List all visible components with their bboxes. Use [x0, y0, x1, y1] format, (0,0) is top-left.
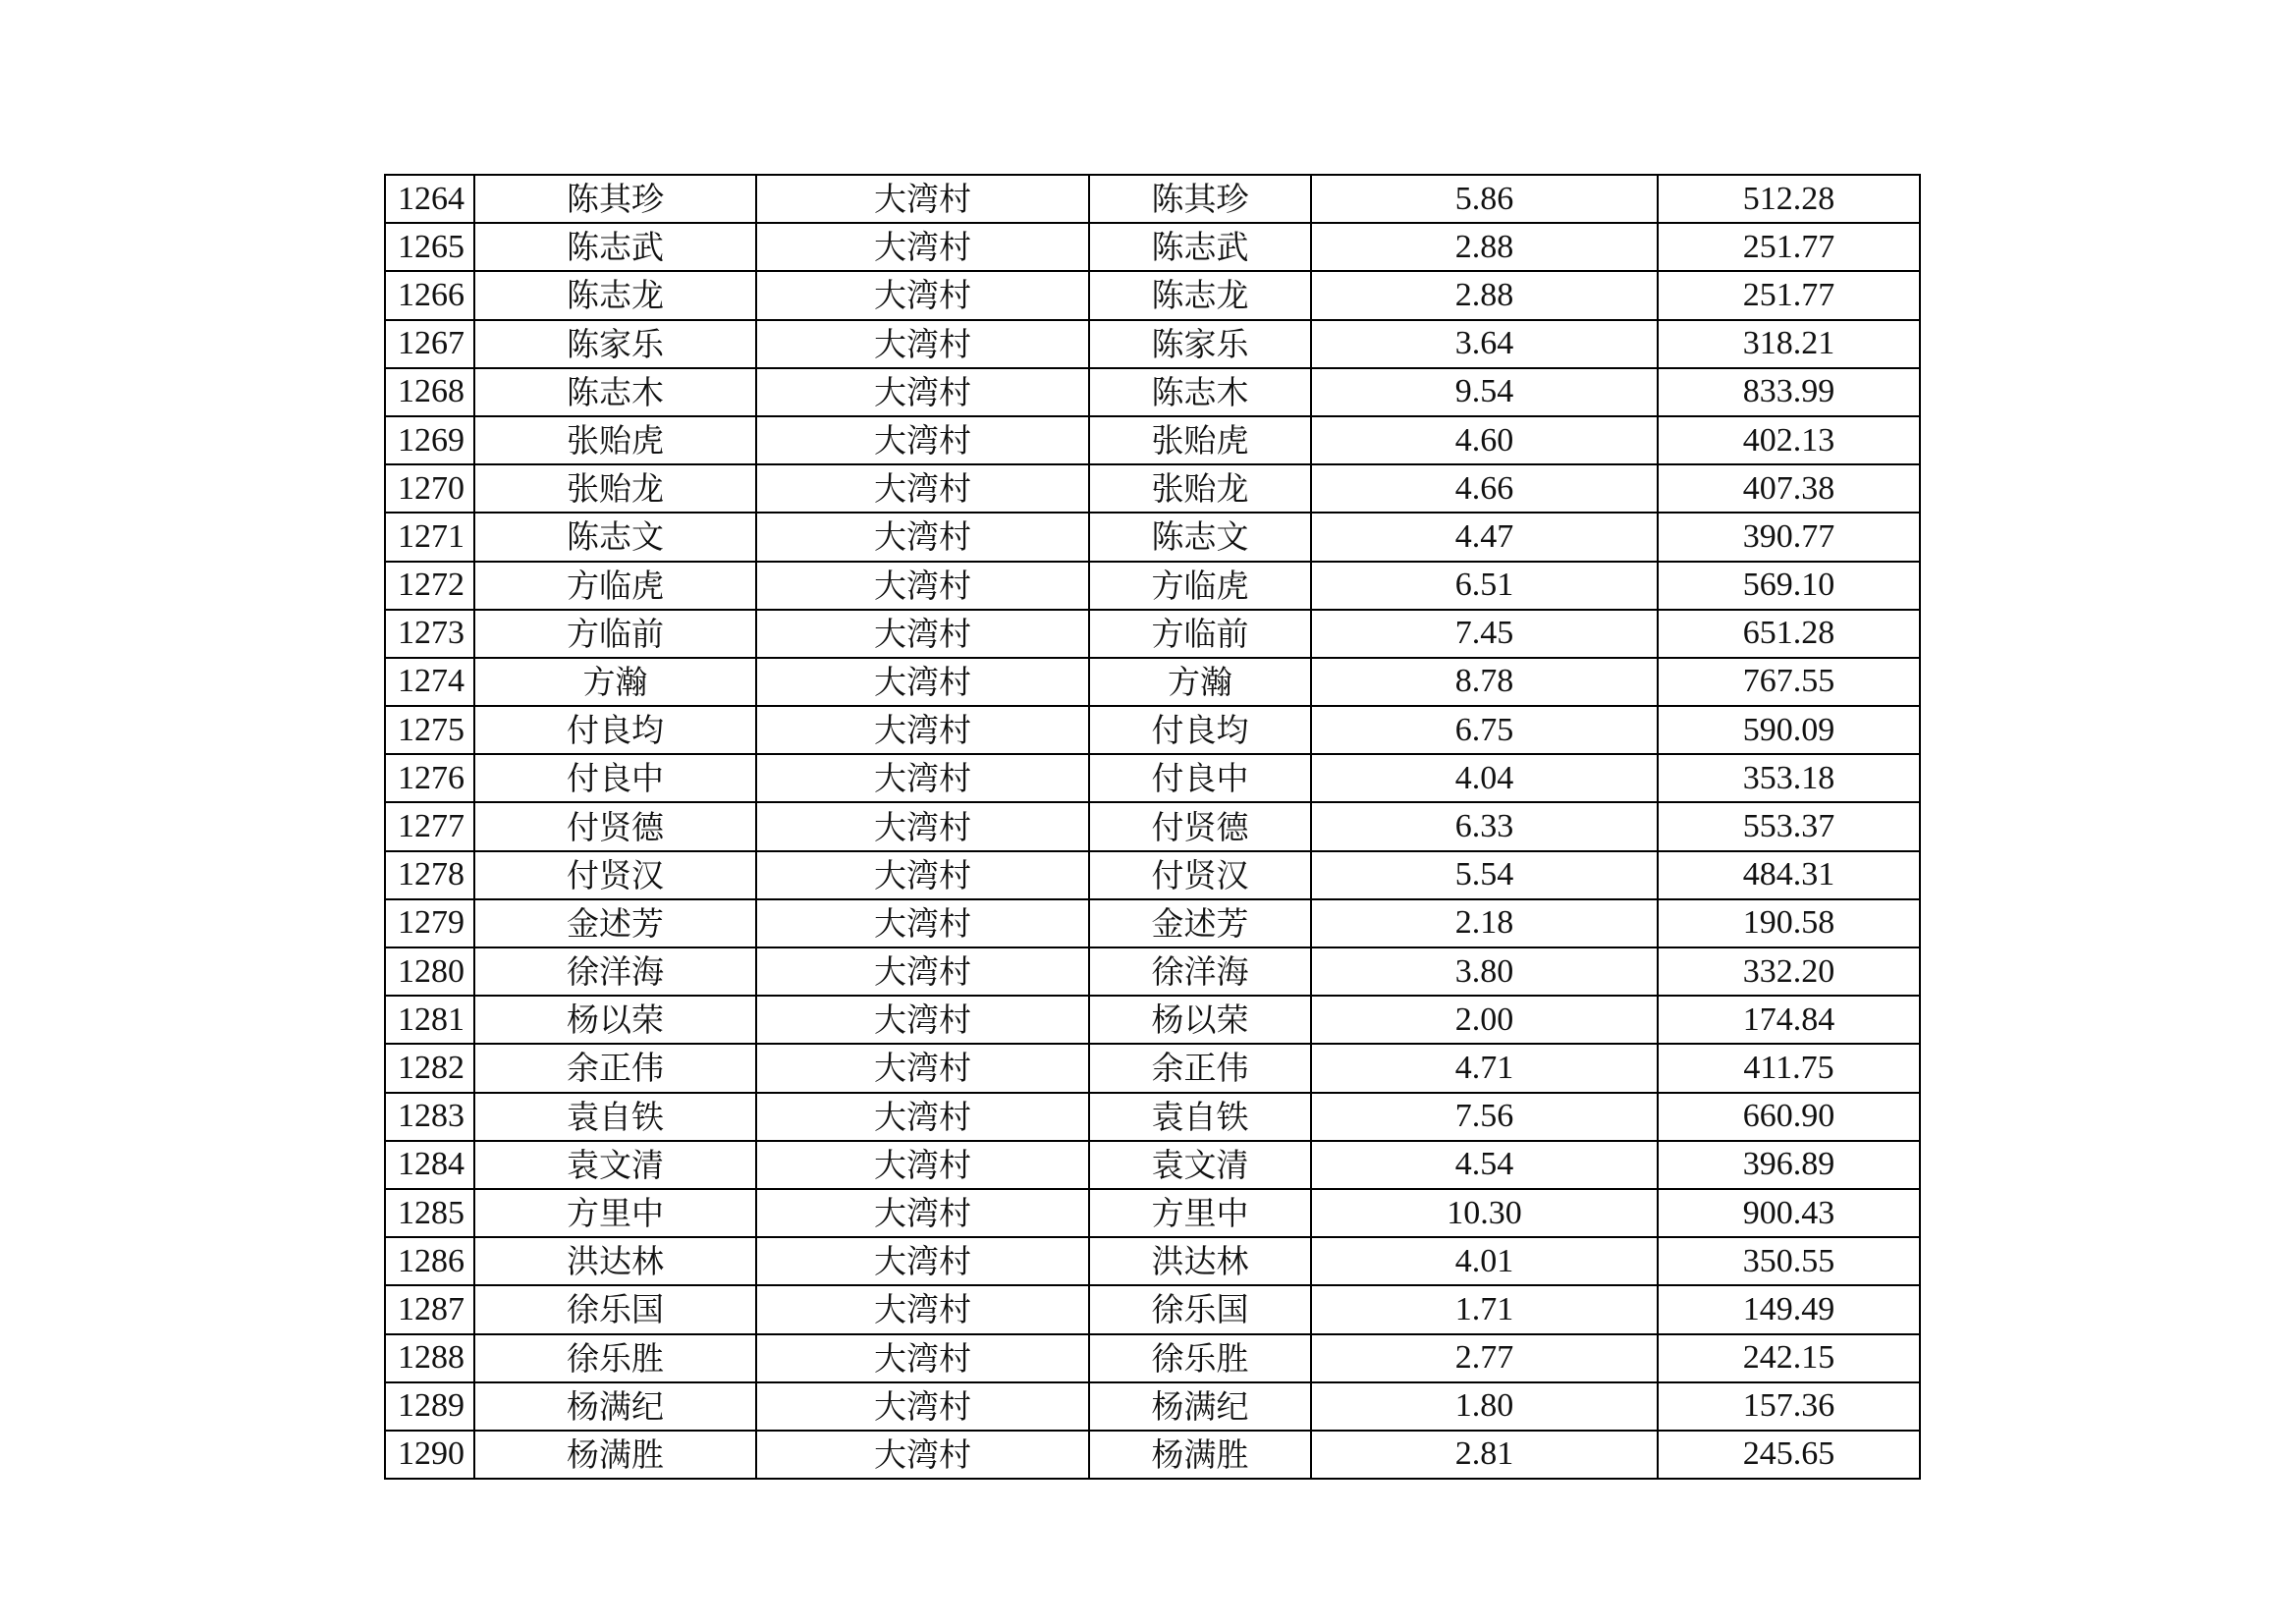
name-cell: 杨以荣 — [474, 996, 756, 1044]
payee-cell: 陈志武 — [1089, 223, 1311, 271]
payee-cell: 方临前 — [1089, 610, 1311, 658]
row-number-cell: 1273 — [385, 610, 474, 658]
name-cell: 徐乐胜 — [474, 1334, 756, 1382]
name-cell: 方瀚 — [474, 658, 756, 706]
payee-cell: 杨满胜 — [1089, 1431, 1311, 1479]
amount-cell: 149.49 — [1658, 1285, 1920, 1333]
area-cell: 2.88 — [1311, 271, 1658, 319]
area-cell: 6.51 — [1311, 562, 1658, 610]
table-row — [385, 271, 1920, 319]
amount-cell: 353.18 — [1658, 754, 1920, 802]
village-cell: 大湾村 — [756, 947, 1089, 996]
amount-cell: 396.89 — [1658, 1141, 1920, 1189]
table-row — [385, 1093, 1920, 1141]
payee-cell: 陈志龙 — [1089, 271, 1311, 319]
table-row — [385, 562, 1920, 610]
village-cell: 大湾村 — [756, 271, 1089, 319]
village-cell: 大湾村 — [756, 1141, 1089, 1189]
row-number-cell: 1276 — [385, 754, 474, 802]
name-cell: 徐乐国 — [474, 1285, 756, 1333]
table-row — [385, 1431, 1920, 1479]
row-number-cell: 1286 — [385, 1237, 474, 1285]
village-cell: 大湾村 — [756, 1431, 1089, 1479]
village-cell: 大湾村 — [756, 464, 1089, 513]
area-cell: 3.80 — [1311, 947, 1658, 996]
row-number-cell: 1289 — [385, 1382, 474, 1431]
payee-cell: 张贻虎 — [1089, 416, 1311, 464]
table-row — [385, 513, 1920, 561]
payee-cell: 陈志文 — [1089, 513, 1311, 561]
name-cell: 洪达林 — [474, 1237, 756, 1285]
table-row — [385, 1334, 1920, 1382]
table-row — [385, 416, 1920, 464]
name-cell: 付良中 — [474, 754, 756, 802]
amount-cell: 407.38 — [1658, 464, 1920, 513]
name-cell: 袁自铁 — [474, 1093, 756, 1141]
village-cell: 大湾村 — [756, 1044, 1089, 1092]
area-cell: 4.66 — [1311, 464, 1658, 513]
amount-cell: 767.55 — [1658, 658, 1920, 706]
amount-cell: 402.13 — [1658, 416, 1920, 464]
table-row — [385, 706, 1920, 754]
name-cell: 陈志文 — [474, 513, 756, 561]
table-row — [385, 754, 1920, 802]
row-number-cell: 1270 — [385, 464, 474, 513]
row-number-cell: 1285 — [385, 1189, 474, 1237]
payee-cell: 付贤德 — [1089, 802, 1311, 850]
row-number-cell: 1267 — [385, 320, 474, 368]
area-cell: 1.71 — [1311, 1285, 1658, 1333]
amount-cell: 318.21 — [1658, 320, 1920, 368]
area-cell: 4.54 — [1311, 1141, 1658, 1189]
row-number-cell: 1280 — [385, 947, 474, 996]
village-cell: 大湾村 — [756, 1382, 1089, 1431]
payee-cell: 付贤汉 — [1089, 851, 1311, 899]
table-row — [385, 899, 1920, 947]
amount-cell: 332.20 — [1658, 947, 1920, 996]
payee-cell: 付良均 — [1089, 706, 1311, 754]
table-row — [385, 320, 1920, 368]
name-cell: 方临虎 — [474, 562, 756, 610]
payee-cell: 杨以荣 — [1089, 996, 1311, 1044]
village-cell: 大湾村 — [756, 175, 1089, 223]
name-cell: 方里中 — [474, 1189, 756, 1237]
village-cell: 大湾村 — [756, 851, 1089, 899]
payee-cell: 陈其珍 — [1089, 175, 1311, 223]
village-cell: 大湾村 — [756, 899, 1089, 947]
area-cell: 9.54 — [1311, 368, 1658, 416]
village-cell: 大湾村 — [756, 320, 1089, 368]
amount-cell: 174.84 — [1658, 996, 1920, 1044]
amount-cell: 251.77 — [1658, 223, 1920, 271]
name-cell: 徐洋海 — [474, 947, 756, 996]
area-cell: 2.81 — [1311, 1431, 1658, 1479]
row-number-cell: 1274 — [385, 658, 474, 706]
village-cell: 大湾村 — [756, 562, 1089, 610]
row-number-cell: 1271 — [385, 513, 474, 561]
name-cell: 杨满纪 — [474, 1382, 756, 1431]
table-row — [385, 368, 1920, 416]
row-number-cell: 1277 — [385, 802, 474, 850]
row-number-cell: 1279 — [385, 899, 474, 947]
payee-cell: 袁文清 — [1089, 1141, 1311, 1189]
area-cell: 6.33 — [1311, 802, 1658, 850]
area-cell: 8.78 — [1311, 658, 1658, 706]
amount-cell: 651.28 — [1658, 610, 1920, 658]
area-cell: 4.04 — [1311, 754, 1658, 802]
row-number-cell: 1290 — [385, 1431, 474, 1479]
payee-cell: 张贻龙 — [1089, 464, 1311, 513]
table-row — [385, 464, 1920, 513]
row-number-cell: 1282 — [385, 1044, 474, 1092]
area-cell: 2.88 — [1311, 223, 1658, 271]
payee-cell: 徐乐国 — [1089, 1285, 1311, 1333]
name-cell: 陈其珍 — [474, 175, 756, 223]
payee-cell: 余正伟 — [1089, 1044, 1311, 1092]
amount-cell: 569.10 — [1658, 562, 1920, 610]
area-cell: 2.00 — [1311, 996, 1658, 1044]
name-cell: 陈志武 — [474, 223, 756, 271]
payee-cell: 陈志木 — [1089, 368, 1311, 416]
amount-cell: 900.43 — [1658, 1189, 1920, 1237]
village-cell: 大湾村 — [756, 706, 1089, 754]
area-cell: 10.30 — [1311, 1189, 1658, 1237]
area-cell: 5.86 — [1311, 175, 1658, 223]
table-row — [385, 1044, 1920, 1092]
village-cell: 大湾村 — [756, 1093, 1089, 1141]
payee-cell: 洪达林 — [1089, 1237, 1311, 1285]
table-body — [385, 175, 1920, 1479]
row-number-cell: 1265 — [385, 223, 474, 271]
name-cell: 付贤德 — [474, 802, 756, 850]
name-cell: 张贻龙 — [474, 464, 756, 513]
name-cell: 陈家乐 — [474, 320, 756, 368]
village-cell: 大湾村 — [756, 416, 1089, 464]
amount-cell: 833.99 — [1658, 368, 1920, 416]
area-cell: 4.47 — [1311, 513, 1658, 561]
village-cell: 大湾村 — [756, 996, 1089, 1044]
row-number-cell: 1281 — [385, 996, 474, 1044]
amount-cell: 157.36 — [1658, 1382, 1920, 1431]
area-cell: 4.71 — [1311, 1044, 1658, 1092]
table-row — [385, 1189, 1920, 1237]
row-number-cell: 1284 — [385, 1141, 474, 1189]
village-cell: 大湾村 — [756, 658, 1089, 706]
name-cell: 陈志龙 — [474, 271, 756, 319]
table-row — [385, 802, 1920, 850]
village-cell: 大湾村 — [756, 368, 1089, 416]
village-cell: 大湾村 — [756, 513, 1089, 561]
amount-cell: 590.09 — [1658, 706, 1920, 754]
table-row — [385, 175, 1920, 223]
village-cell: 大湾村 — [756, 223, 1089, 271]
row-number-cell: 1283 — [385, 1093, 474, 1141]
payee-cell: 方临虎 — [1089, 562, 1311, 610]
amount-cell: 190.58 — [1658, 899, 1920, 947]
amount-cell: 242.15 — [1658, 1334, 1920, 1382]
table-row — [385, 1382, 1920, 1431]
data-table — [384, 174, 1921, 1480]
area-cell: 7.56 — [1311, 1093, 1658, 1141]
row-number-cell: 1288 — [385, 1334, 474, 1382]
table-row — [385, 658, 1920, 706]
village-cell: 大湾村 — [756, 1285, 1089, 1333]
table-row — [385, 223, 1920, 271]
table-row — [385, 996, 1920, 1044]
table-row — [385, 1285, 1920, 1333]
amount-cell: 512.28 — [1658, 175, 1920, 223]
name-cell: 袁文清 — [474, 1141, 756, 1189]
amount-cell: 245.65 — [1658, 1431, 1920, 1479]
row-number-cell: 1266 — [385, 271, 474, 319]
payee-cell: 金述芳 — [1089, 899, 1311, 947]
table-row — [385, 1237, 1920, 1285]
village-cell: 大湾村 — [756, 1237, 1089, 1285]
table-row — [385, 851, 1920, 899]
row-number-cell: 1264 — [385, 175, 474, 223]
village-cell: 大湾村 — [756, 610, 1089, 658]
area-cell: 3.64 — [1311, 320, 1658, 368]
area-cell: 4.01 — [1311, 1237, 1658, 1285]
row-number-cell: 1278 — [385, 851, 474, 899]
name-cell: 付贤汉 — [474, 851, 756, 899]
amount-cell: 350.55 — [1658, 1237, 1920, 1285]
name-cell: 付良均 — [474, 706, 756, 754]
area-cell: 7.45 — [1311, 610, 1658, 658]
amount-cell: 660.90 — [1658, 1093, 1920, 1141]
row-number-cell: 1287 — [385, 1285, 474, 1333]
area-cell: 2.77 — [1311, 1334, 1658, 1382]
table-row — [385, 610, 1920, 658]
name-cell: 张贻虎 — [474, 416, 756, 464]
payee-cell: 付良中 — [1089, 754, 1311, 802]
payee-cell: 杨满纪 — [1089, 1382, 1311, 1431]
area-cell: 6.75 — [1311, 706, 1658, 754]
amount-cell: 553.37 — [1658, 802, 1920, 850]
area-cell: 5.54 — [1311, 851, 1658, 899]
name-cell: 杨满胜 — [474, 1431, 756, 1479]
area-cell: 1.80 — [1311, 1382, 1658, 1431]
row-number-cell: 1272 — [385, 562, 474, 610]
name-cell: 陈志木 — [474, 368, 756, 416]
village-cell: 大湾村 — [756, 1334, 1089, 1382]
village-cell: 大湾村 — [756, 1189, 1089, 1237]
amount-cell: 390.77 — [1658, 513, 1920, 561]
name-cell: 金述芳 — [474, 899, 756, 947]
amount-cell: 411.75 — [1658, 1044, 1920, 1092]
area-cell: 2.18 — [1311, 899, 1658, 947]
payee-cell: 袁自铁 — [1089, 1093, 1311, 1141]
village-cell: 大湾村 — [756, 754, 1089, 802]
table-row — [385, 1141, 1920, 1189]
village-cell: 大湾村 — [756, 802, 1089, 850]
name-cell: 余正伟 — [474, 1044, 756, 1092]
row-number-cell: 1269 — [385, 416, 474, 464]
area-cell: 4.60 — [1311, 416, 1658, 464]
payee-cell: 陈家乐 — [1089, 320, 1311, 368]
payee-cell: 徐乐胜 — [1089, 1334, 1311, 1382]
row-number-cell: 1268 — [385, 368, 474, 416]
amount-cell: 484.31 — [1658, 851, 1920, 899]
name-cell: 方临前 — [474, 610, 756, 658]
table-row — [385, 947, 1920, 996]
payee-cell: 方里中 — [1089, 1189, 1311, 1237]
amount-cell: 251.77 — [1658, 271, 1920, 319]
row-number-cell: 1275 — [385, 706, 474, 754]
payee-cell: 方瀚 — [1089, 658, 1311, 706]
payee-cell: 徐洋海 — [1089, 947, 1311, 996]
